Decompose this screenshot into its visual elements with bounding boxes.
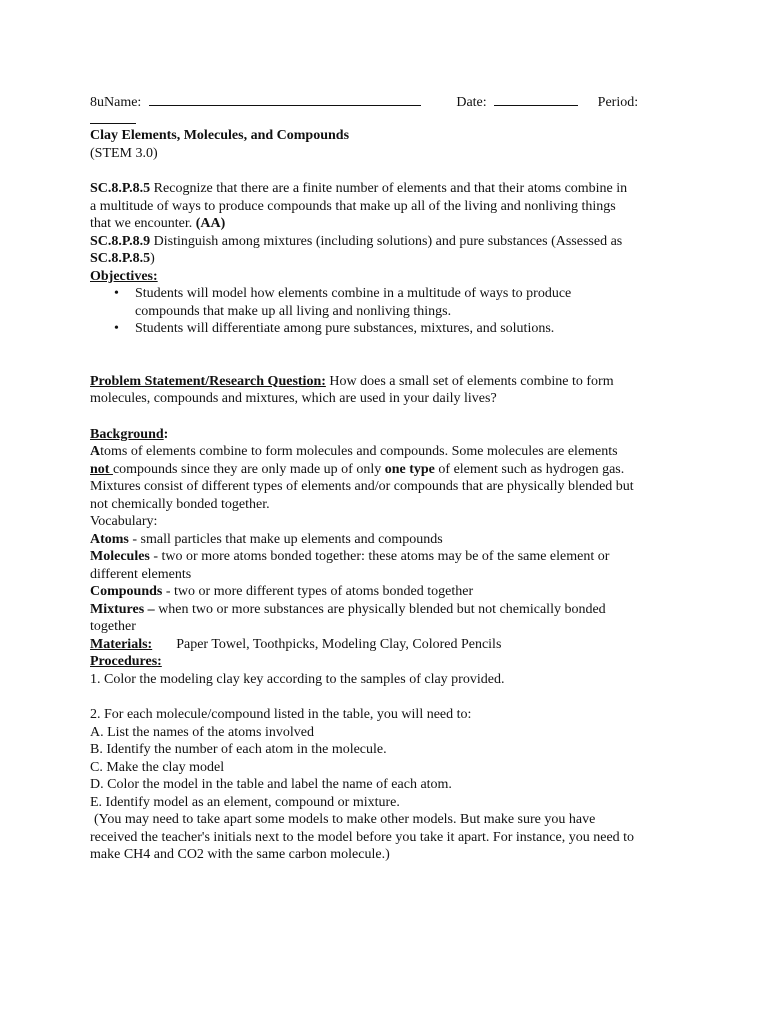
vocab-term: Mixtures – [90,601,155,617]
background-one-type: one type [384,461,435,477]
background-p1-c: of element such as hydrogen gas. [434,461,625,477]
materials-list: Paper Towel, Toothpicks, Modeling Clay, Colored Pencils [176,636,502,652]
background-p1-line-2 [90,461,690,479]
procedure-note-line-3: make CH4 and CO2 with the same carbon molecule.) [90,847,390,862]
worksheet-page [90,92,690,864]
vocab-mixtures-cont: together [90,619,136,634]
vocab-def: when two or more substances are physically blended but not chemically bonded [154,601,606,617]
vocab-term: Atoms [90,531,129,547]
standard-1-text-c: that we encounter. [90,216,196,231]
procedure-step-2: 2. For each molecule/compound listed in the table, you will need to: [90,707,472,722]
procedure-note-line-1: (You may need to take apart some models to make other models. But make sure you have [94,812,596,827]
date-blank [494,92,578,106]
vocab-def: - small particles that make up elements and compounds [128,531,443,547]
standard-2-text: Distinguish among mixtures (including solutions) and pure substances (Assessed as [150,233,623,249]
objective-item [114,320,690,338]
problem-line-2: molecules, compounds and mixtures, which are used in your daily lives? [90,391,497,406]
vocab-atoms [90,531,690,549]
materials-heading: Materials: [90,636,153,652]
standard-2-line-2 [90,250,690,268]
vocabulary-label: Vocabulary: [90,514,158,529]
spacer [90,688,690,706]
date-label: Date: [456,95,487,110]
standard-2-ref: SC.8.P.8.5 [90,251,151,266]
background-p1-a: toms of elements combine to form molecules and compounds. Some molecules are elements [100,444,618,459]
background-p2-line-2: not chemically bonded together. [90,496,270,512]
standard-2-code: SC.8.P.8.9 [90,233,151,249]
period-label: Period: [597,95,639,110]
page-subtitle: (STEM 3.0) [90,145,158,161]
problem-line-1 [90,373,690,391]
objective-text: Students will model how elements combine in a multitude of ways to produce [135,286,572,301]
name-blank [149,92,421,106]
page-title: Clay Elements, Molecules, and Compounds [90,128,350,143]
objective-text: compounds that make up all living and nonliving things. [135,303,452,319]
problem-text-a: How does a small set of elements combine to form [325,373,614,389]
vocab-compounds [90,583,690,601]
vocab-molecules-cont: different elements [90,566,192,582]
procedure-substep: A. List the names of the atoms involved [90,724,314,740]
vocab-def: - two or more atoms bonded together: these atoms may be of the same element or [149,549,610,564]
vocab-term: Compounds [90,584,163,599]
objectives-list [90,285,690,338]
standard-1-code: SC.8.P.8.5 [90,181,151,196]
background-heading: Background [90,426,164,442]
procedure-substep: D. Color the model in the table and label the name of each atom. [90,777,452,792]
procedure-step-1: 1. Color the modeling clay key according to the samples of clay provided. [90,671,505,687]
objectives-heading: Objectives: [90,268,158,284]
materials-row [90,636,690,654]
standard-1-line-2: a multitude of ways to produce compounds that make up all of the living and nonliving things [90,198,616,214]
period-blank [90,110,136,124]
vocab-def: - two or more different types of atoms bonded together [162,584,474,599]
name-label: 8uName: [90,95,142,110]
vocab-mixtures [90,601,690,619]
procedure-substep: C. Make the clay model [90,759,225,775]
background-dropcap: A [90,444,101,459]
header-line [90,92,690,110]
procedure-note-line-2: received the teacher's initials next to the model before you take it apart. For instance, you need to [90,829,635,845]
background-not: not [90,461,113,477]
objective-text: Students will differentiate among pure substances, mixtures, and solutions. [135,321,555,336]
problem-heading: Problem Statement/Research Question: [90,373,326,389]
background-colon: : [163,426,169,442]
standard-1-line-3 [90,215,690,233]
bullet-icon: • [114,321,119,336]
background-heading-row [90,426,690,444]
vocab-term: Molecules [90,549,150,564]
period-blank-row [90,110,690,127]
procedure-substep: E. Identify model as an element, compound or mixture. [90,794,400,810]
procedures-heading: Procedures: [90,654,162,669]
standard-1-tag: (AA) [195,216,226,231]
background-p2-line-1: Mixtures consist of different types of elements and/or compounds that are physically blended but [90,479,634,494]
standard-1-line-1 [90,180,690,198]
standard-1-text-a: Recognize that there are a finite number of elements and that their atoms combine in [150,181,628,196]
background-p1-line-1 [90,443,690,461]
spacer [90,162,690,180]
bullet-icon: • [114,286,119,301]
standard-2-line-1 [90,233,690,251]
vocab-molecules [90,548,690,566]
background-p1-b: compounds since they are only made up of only [112,461,385,477]
procedure-substep: B. Identify the number of each atom in the molecule. [90,742,387,757]
objective-item [114,285,690,320]
spacer [90,338,690,373]
standard-2-close: ) [150,251,155,266]
spacer [90,408,690,426]
